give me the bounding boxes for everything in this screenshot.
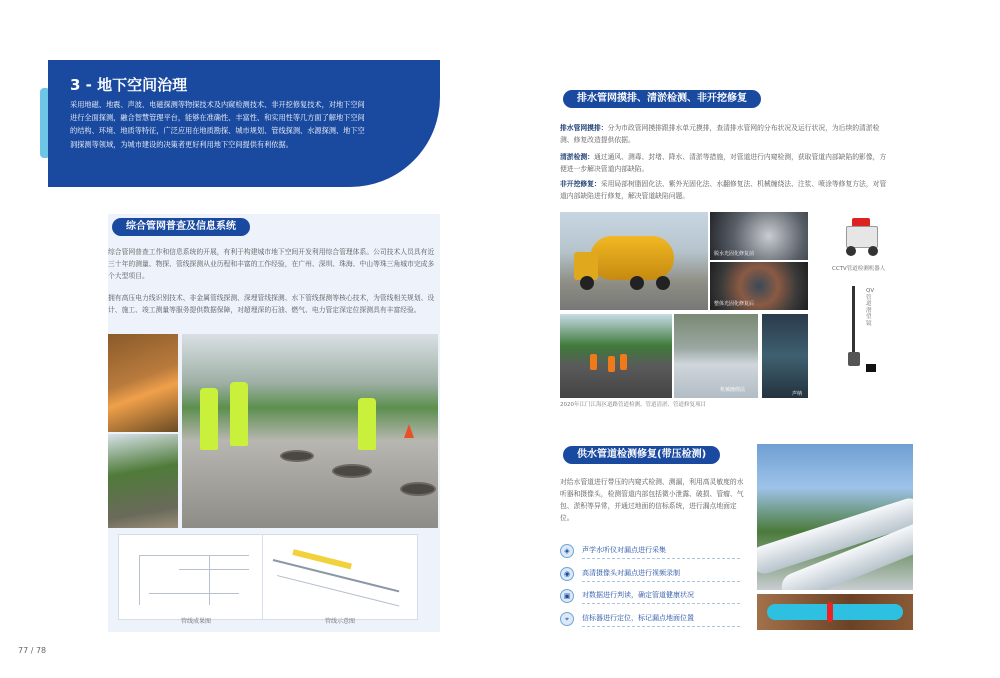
subsection-title-water-supply: 供水管道检测修复(带压检测) (563, 446, 720, 464)
cctv-body (846, 226, 878, 248)
cctv-wheel (846, 246, 856, 256)
project-caption: 2020年江门江海区道路管道检测、管道清淤、管道修复项目 (560, 402, 706, 408)
pipe-survey-paragraph-2: 拥有高压电力线识别技术、非金属管线探测、深埋管线探测、水下管线探测等核心技术，为管线相关规划、设计、施工、竣工测量等服务提供数据保障，对超埋深的石油、燃气、电力管定深定位探测具有丰富经验。 (108, 294, 435, 314)
step-video-record (560, 565, 740, 583)
manhole (280, 450, 314, 462)
photo-pipe-after-repair (710, 262, 808, 310)
truck-wheel (656, 276, 670, 290)
step-text: 声学水听仪对漏点进行采集 (582, 546, 666, 554)
step-divider (582, 603, 740, 604)
caption-qv: QV管道潜望镜 (866, 288, 875, 327)
step-divider (582, 581, 740, 582)
drainage-item-repair: 非开挖修复：采用局部树脂固化法、紫外光固化法、水翻修复法、机械缠绕法、注浆、喷涂等修复方法，对管道内部缺陷进行修复，解决管道缺陷问题。 (560, 180, 887, 200)
worker-figure (358, 398, 376, 450)
pipeline-schematic-map (262, 534, 418, 620)
ear-icon: ◈ (560, 544, 574, 558)
section-description: 采用地磁、地震、声波、电磁探测等物探技术及内窥检测技术、非开挖修复技术，对地下空间进行全面探测，融合智慧管理平台，能够在准确性、丰富性、和实用性等几方面了解地下空间的结构、环境、地质等特征，广泛应用在地质勘探、城市规划、管线探测、水源探测、地下空洞探测等领域，为城市建设的决策者更好利用地下空间提供有利依据。 (70, 100, 365, 149)
step-beacon-locate (560, 610, 740, 628)
worker-figure (200, 388, 218, 450)
plan-caption-result: 管线成果图 (180, 618, 211, 625)
section-title: 3 - 地下空间治理 (70, 76, 188, 94)
photo-label: 脱水光固化修复前 (714, 251, 755, 257)
pipe-survey-paragraph-1: 综合管网普查工作和信息系统的开展，有利于构建城市地下空间开发利用综合管理体系。公司技术人员具有近三十年的测量、物探、管线探测从业历程和丰富的工作经验，在广州、深圳、珠海、中山等珠三角城市完成多个大型项目。 (108, 248, 435, 280)
leak-marker (827, 602, 833, 622)
drainage-item-survey: 排水管网摸排：分为市政管网摸排跟排水单元摸排，查清排水管网的分布状况及运行状况，为后续的清淤检测、修复改造提供依据。 (560, 124, 880, 144)
step-text: 对数据进行判读，确定管道健康状况 (582, 591, 694, 599)
truck-wheel (630, 276, 644, 290)
drainage-item-dredge: 清淤检测：通过通风、测毒、封堵、降水、清淤等措施，对管道进行内窥检测，获取管道内部缺陷的影像，方便进一步解决管道内部缺陷。 (560, 153, 887, 173)
truck-wheel (580, 276, 594, 290)
photo-winding-repair (674, 314, 758, 398)
photo-label: 声纳 (792, 391, 803, 397)
page-number: 77 / 78 (18, 646, 47, 655)
photo-worker-tree (108, 434, 178, 528)
traffic-cone (404, 424, 414, 438)
subsection-title-pipe-survey: 综合管网普查及信息系统 (112, 218, 250, 236)
photo-sonar (762, 314, 808, 398)
subsection-title-drainage: 排水管网摸排、清淤检测、非开挖修复 (563, 90, 761, 108)
step-text: 信标器进行定位，标记漏点地面位置 (582, 614, 694, 622)
water-supply-paragraph: 对给水管道进行带压的内窥式检测、测漏，利用高灵敏度的水听器和摄像头，检测管道内部包括微小泄露、破损、管瘤、气包、淤积等异常，并通过地面的信标系统，进行漏点地面定位。 (560, 478, 744, 522)
worker-figure (608, 356, 615, 372)
photo-water-pipeline (757, 444, 913, 590)
cctv-wheel (868, 246, 878, 256)
qv-periscope-screen (866, 364, 876, 372)
worker-figure (620, 354, 627, 370)
photo-dredge-truck (560, 212, 708, 310)
step-divider (582, 558, 740, 559)
photo-label: 机械缠绕法 (720, 387, 746, 393)
manhole (400, 482, 436, 496)
photo-pipe-before-repair (710, 212, 808, 260)
photo-underground-pipe (757, 594, 913, 630)
worker-figure (230, 382, 248, 446)
cctv-robot-image (838, 214, 890, 258)
truck-tank (590, 236, 674, 280)
underground-pipe (767, 604, 903, 620)
photo-worker-detecting (108, 334, 178, 432)
qv-periscope-head (848, 352, 860, 366)
photo-road-workers (560, 314, 672, 398)
location-icon: ⌖ (560, 612, 574, 626)
pipeline-result-map (118, 534, 274, 620)
photo-street-survey (182, 334, 438, 528)
manhole (332, 464, 372, 478)
caption-cctv: CCTV管道检测机器人 (832, 266, 886, 272)
step-data-analysis (560, 587, 740, 605)
step-acoustic-capture (560, 542, 740, 560)
photo-label: 整体光固化修复后 (714, 301, 755, 307)
plan-caption-schematic: 管线示意图 (324, 618, 355, 625)
camera-icon: ◉ (560, 567, 574, 581)
step-text: 高清摄像头对漏点进行视频录制 (582, 569, 680, 577)
data-icon: ▣ (560, 589, 574, 603)
step-divider (582, 626, 740, 627)
worker-figure (590, 354, 597, 370)
